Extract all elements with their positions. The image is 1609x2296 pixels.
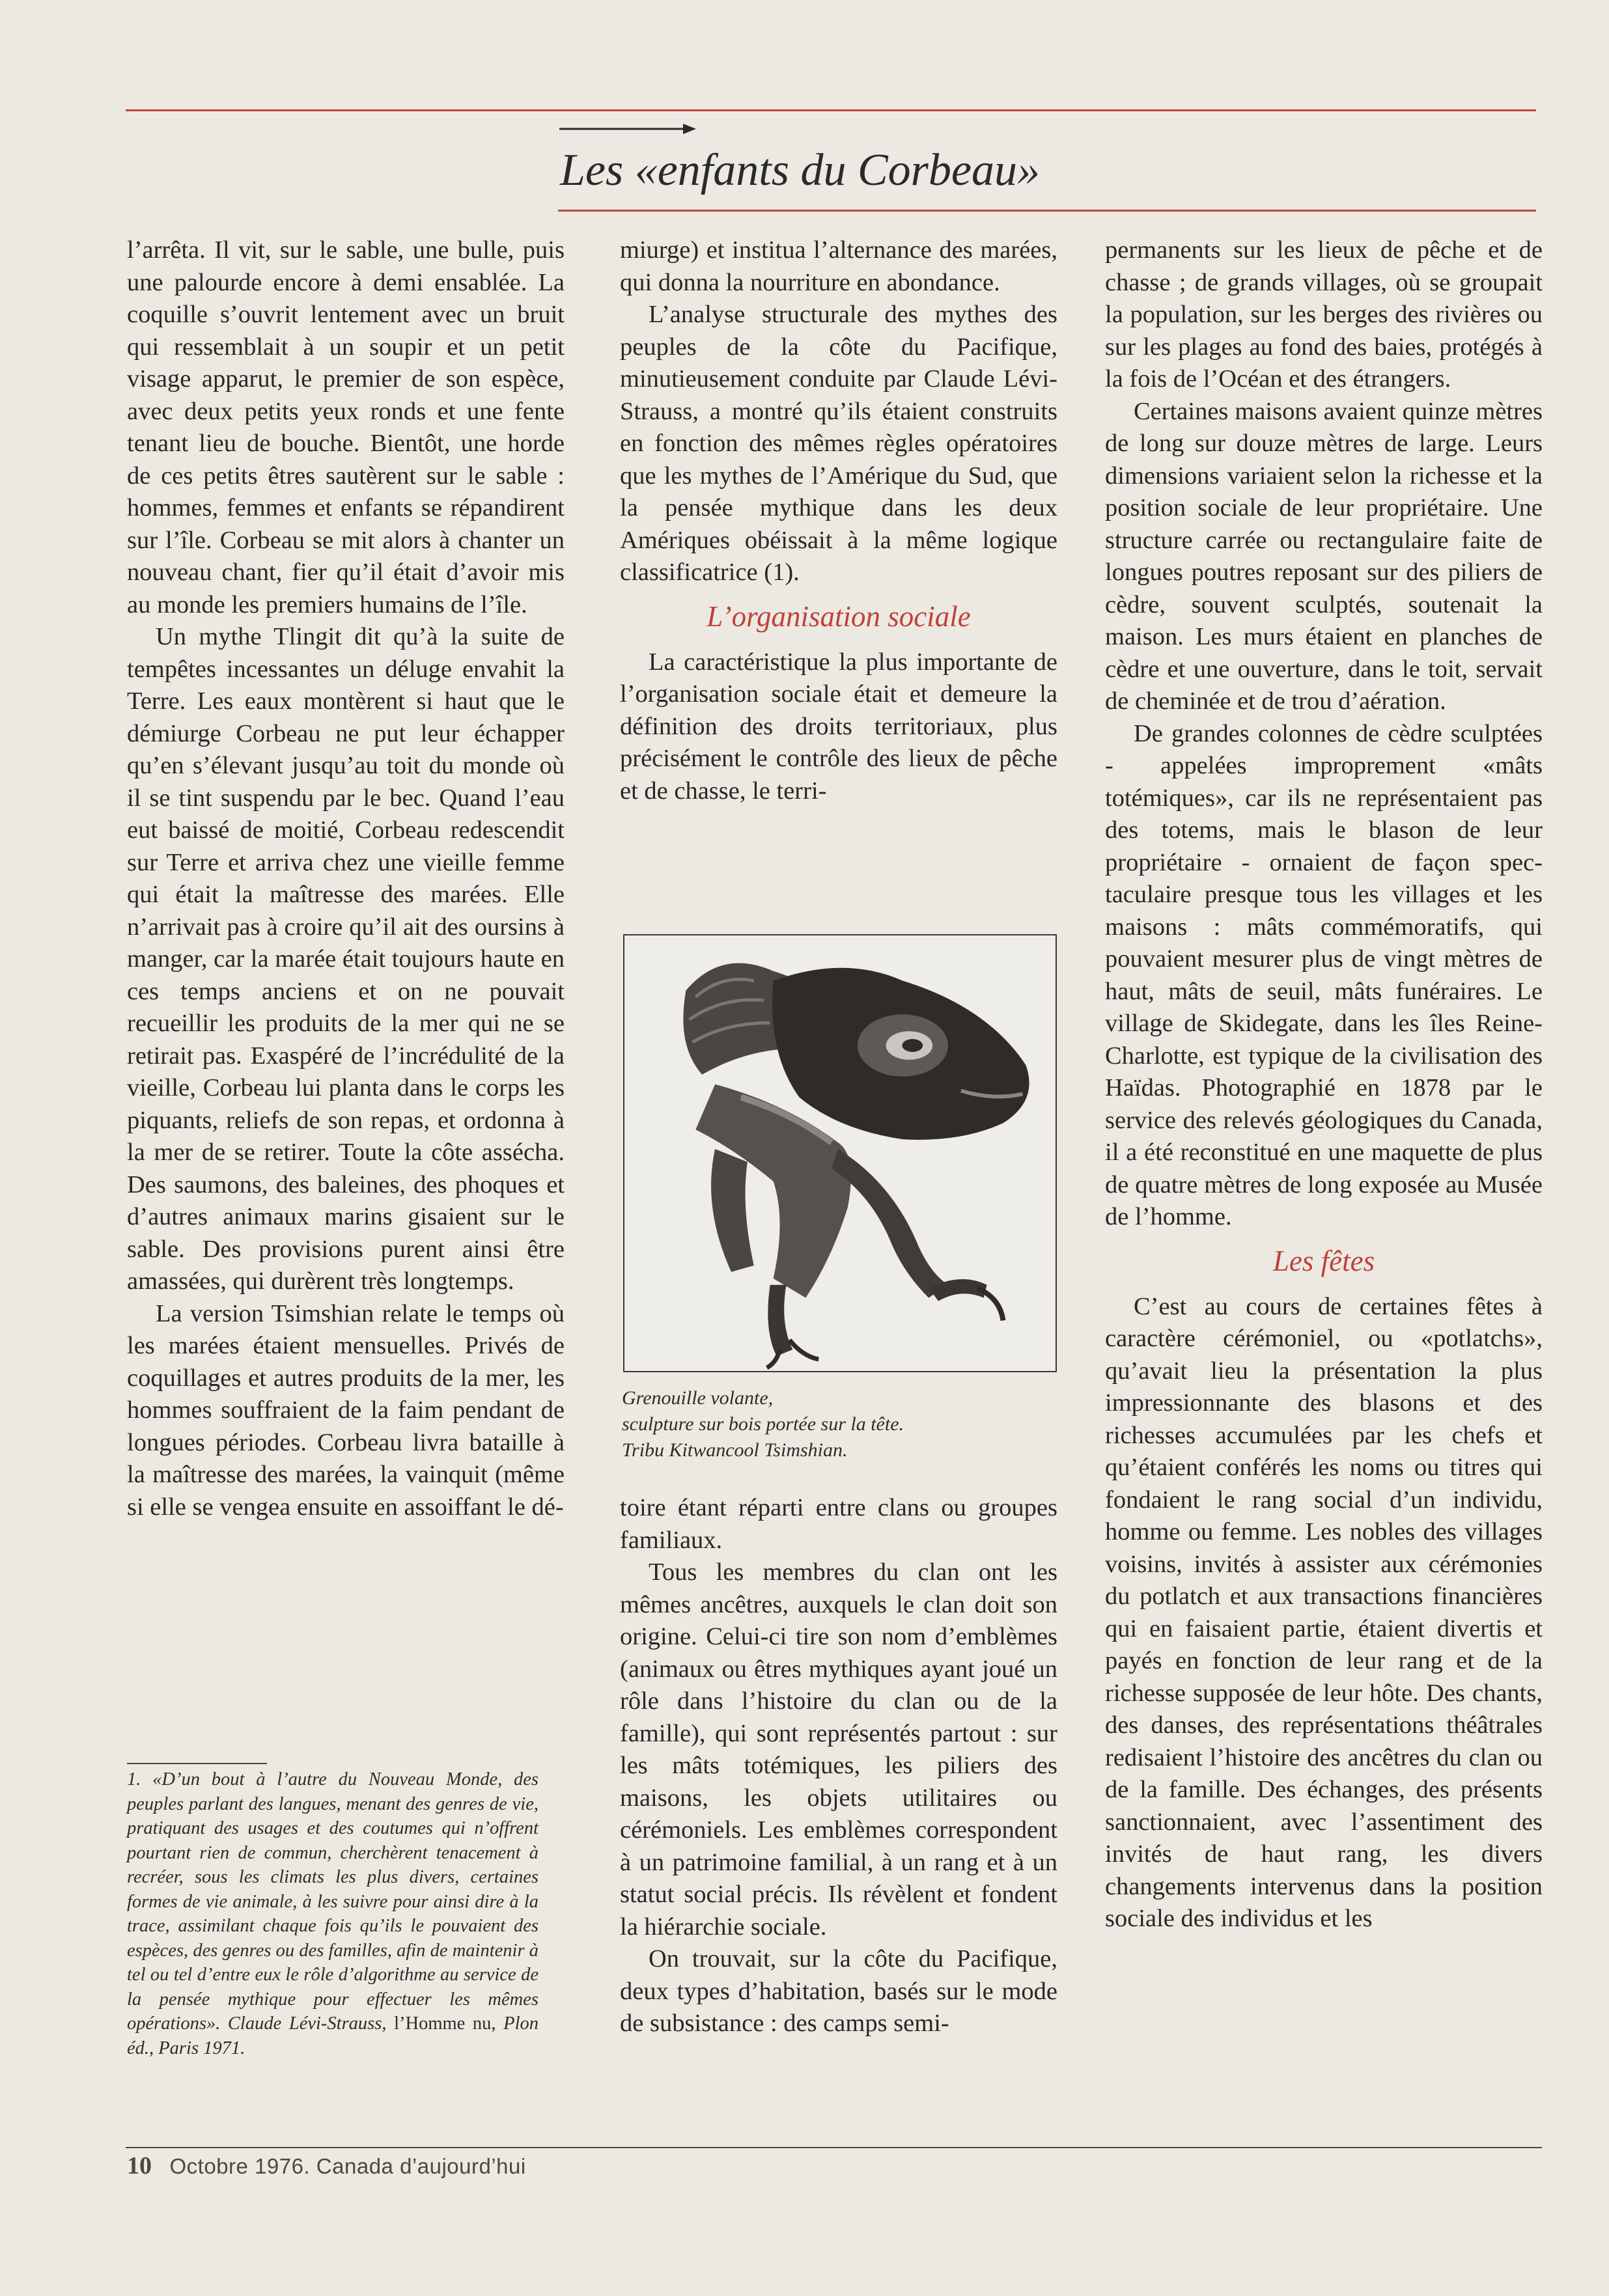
left-column (127, 234, 565, 1523)
title-underline (558, 210, 1536, 212)
caption-line: Tribu Kitwancool Tsimshian. (622, 1439, 848, 1461)
page-footer (127, 2150, 526, 2182)
paragraph: toire étant réparti entre clans ou groupes familiaux. (620, 1494, 1057, 1554)
middle-column-top (620, 234, 1057, 807)
paragraph: C’est au cours de certaines fêtes à caractère cérémoniel, ou «potlatchs», qu’avait lieu la présentation la plus impressionnante des blasons et des richesses accumulées par les chefs et qu’étaient conférés les noms ou titres qui fondaient le rang social d’un individu, homme ou femme. Les nobles des villages voisins, invités à assister aux cérémonies du potlatch et aux transactions financières qui en faisaient partie, étaient divertis et payés en fonction de leur rang et de la richesse supposée de leur hôte. Des chants, des danses, des représentations théâtrales redisaient l’histoire des ancêtres du clan ou de la famille. Des échanges, des présents sanctionnaient, avec l’assentiment des invités de haut rang, les divers changements intervenus dans la position sociale des individus et les (1105, 1292, 1543, 1932)
paragraph: Certaines maisons avaient quinze mètres de long sur douze mètres de large. Leurs dimensions variaient selon la richesse et la position sociale de leur propriétaire. Une structure carrée ou rectangulaire faite de longues poutres reposant sur des piliers de cèdre, souvent sculptés, soutenait la maison. Les murs étaient en planches de cèdre et une ouverture, dans le toit, servait de cheminée et de trou d’aération. (1105, 397, 1543, 715)
frog-sculpture-photo (623, 934, 1057, 1372)
publication-info: Octobre 1976. Canada d’aujourd’hui (169, 2154, 526, 2178)
footnote-book-title: l’Homme nu, (386, 2013, 496, 2034)
page-number: 10 (127, 2152, 152, 2179)
caption-line: Grenouille volante, (622, 1387, 774, 1409)
footnote-text: «D’un bout à l’autre du Nouveau Monde, des peuples parlant des langues, menant des genres de vie, pratiquant des usages et des coutumes qui n’offrent pourtant rien de commun, cherchèrent tenacement à recréer, sous les climats les plus divers, certaines formes de vie animale, à les suivre pour ainsi dire à la trace, assimilant chaque fois qu’ils le pouvaient des espèces, des genres ou des familles, afin de maintenir à tel ou tel d’entre eux le rôle d’algorithme au service de la pensée mythique pour effectuer les mêmes opérations». Claude Lévi-Strauss, (127, 1769, 539, 2034)
footnote-rule (127, 1763, 267, 1764)
paragraph: Tous les membres du clan ont les mêmes ancêtres, auxquels le clan doit son origine. Celui-ci tire son nom d’emblèmes (animaux ou êtres mythiques ayant joué un rôle dans l’histoire du clan ou de la famille), qui sont représentés partout : sur les mâts totémiques, les piliers des maisons, les objets utilitaires ou cérémoniels. Les emblèmes correspondent à un patrimoine familial, à un rang et à un statut social précis. Ils révèlent et fondent la hiérarchie sociale. (620, 1558, 1057, 1941)
section-heading-organisation: L’organisation sociale (707, 600, 971, 633)
paragraph: l’arrêta. Il vit, sur le sable, une bulle, puis une palourde encore à demi ensablée. La coquille s’ouvrit lentement avec un bruit qui ressemblait à un soupir et un petit visage apparut, le premier de son espèce, avec deux petits yeux ronds et une fente tenant lieu de bouche. Bientôt, une horde de ces petits êtres sautèrent sur le sable : hommes, femmes et enfants se répandirent sur l’île. Corbeau se mit alors à chanter un nouveau chant, fier qu’il était d’avoir mis au monde les premiers humains de l’île. (127, 236, 565, 618)
footnote (127, 1767, 539, 2060)
paragraph: La version Tsimshian relate le temps où les marées étaient mensuelles. Privés de coquillages et autres produits de la mer, les hommes souffraient de la faim pendant de longues périodes. Corbeau livra bataille à la maîtresse des marées, la vainquit (même si elle se vengea ensuite en assoiffant le dé- (127, 1299, 565, 1521)
footnote-number: 1. (127, 1769, 141, 1790)
caption-line: sculpture sur bois portée sur la tête. (622, 1413, 904, 1435)
paragraph: permanents sur les lieux de pêche et de chasse ; de grands villages, où se groupait la population, sur les berges des rivières ou sur les plages au fond des baies, protégés à la fois de l’Océan et des étrangers. (1105, 236, 1543, 393)
right-column (1105, 234, 1543, 1935)
paragraph: Un mythe Tlingit dit qu’à la suite de tempêtes incessantes un déluge envahit la Terre. Les eaux montèrent si haut que le démiurge Corbeau ne put leur échapper qu’en s’élevant jusqu’au toit du monde où il se tint suspendu par le bec. Quand l’eau eut baissé de moitié, Corbeau redescendit sur Terre et arriva chez une vieille femme qui était la maîtresse des marées. Elle n’arrivait pas à croire qu’il ait des oursins à manger, car la marée était toujours haute en ces temps anciens et on ne pouvait recueillir les produits de la mer qui ne se retirait pas. Exaspéré de l’incrédulité de la vieille, Corbeau lui planta dans le corps les piquants, reliefs de son repas, et ordonna à la mer de se retirer. Toute la côte assécha. Des saumons, des baleines, des phoques et d’autres animaux marins gisaient sur le sable. Des provisions purent ainsi être amassées, qui durèrent très longtemps. (127, 623, 565, 1295)
flying-frog-image (624, 935, 1056, 1371)
page-title: Les «enfants du Corbeau» (560, 145, 1040, 195)
footnote-publisher: Plon éd., Paris 1971. (127, 2013, 539, 2058)
arrow-icon (559, 119, 696, 139)
middle-column-bottom (620, 1492, 1057, 2040)
paragraph: De grandes colonnes de cèdre sculptées - appelées improprement «mâts totémiques», car ils ne représentaient pas des totems, mais le blason de leur propriétaire - ornaient de façon spectaculaire presque tous les villages et les maisons : mâts commémoratifs, qui pouvaient mesurer plus de vingt mètres de haut, mâts de seuil, mâts funéraires. Le village de Skidegate, dans les îles Reine-Charlotte, est typique de la civilisation des Haïdas. Photographié en 1878 par le service des relevés géologiques du Canada, il a été reconstitué en une maquette de plus de quatre mètres de long exposée au Musée de l’homme. (1105, 719, 1543, 1230)
top-rule (126, 109, 1536, 111)
paragraph: On trouvait, sur la côte du Pacifique, deux types d’habitation, basés sur le mode de subsistance : des camps semi- (620, 1945, 1057, 2037)
paragraph: L’analyse structurale des mythes des peuples de la côte du Pacifique, minutieusement conduite par Claude Lévi-Strauss, a montré qu’ils étaient construits en fonction des mêmes règles opératoires que les mythes de l’Amérique du Sud, que la pensée mythique dans les deux Amériques obéissait à la même logique classificatrice (1). (620, 301, 1057, 586)
figure-caption (622, 1385, 1078, 1463)
bottom-rule (126, 2147, 1542, 2148)
paragraph: La caractéristique la plus importante de l’organisation sociale était et demeure la définition des droits territoriaux, plus précisément le contrôle des lieux de pêche et de chasse, le terri- (620, 648, 1057, 805)
paragraph: miurge) et institua l’alternance des marées, qui donna la nourriture en abondance. (620, 236, 1057, 296)
section-heading-fetes: Les fêtes (1272, 1244, 1375, 1277)
